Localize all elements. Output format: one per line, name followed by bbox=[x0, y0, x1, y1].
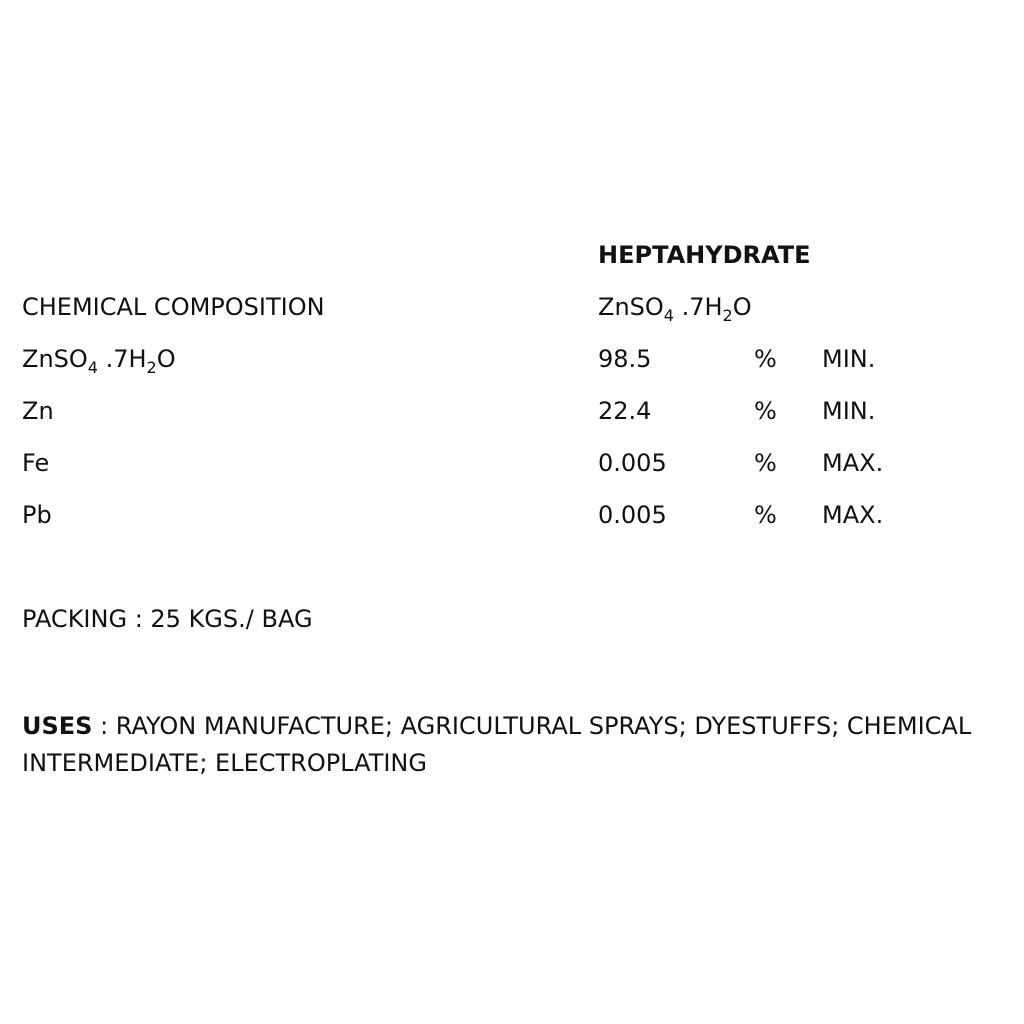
uses-paragraph bbox=[22, 708, 1017, 782]
uses-separator: : bbox=[92, 712, 116, 740]
row-unit: % bbox=[754, 345, 777, 373]
row-unit: % bbox=[754, 501, 777, 529]
row-name-pb: Pb bbox=[22, 501, 52, 529]
row-limit: MIN. bbox=[822, 397, 876, 425]
row-limit: MIN. bbox=[822, 345, 876, 373]
packing-info: PACKING : 25 KGS./ BAG bbox=[22, 605, 313, 633]
row-name-znso4: ZnSO$_4$ $.7H_2O$ bbox=[22, 345, 176, 377]
composition-formula: ZnSO$_4$ $.7H_2O$ bbox=[598, 293, 752, 325]
grade-heading: HEPTAHYDRATE bbox=[598, 241, 811, 269]
row-limit: MAX. bbox=[822, 449, 884, 477]
row-value: 0.005 bbox=[598, 501, 667, 529]
row-value: 98.5 bbox=[598, 345, 652, 373]
row-limit: MAX. bbox=[822, 501, 884, 529]
row-name-fe: Fe bbox=[22, 449, 50, 477]
row-unit: % bbox=[754, 397, 777, 425]
row-value: 22.4 bbox=[598, 397, 652, 425]
row-unit: % bbox=[754, 449, 777, 477]
row-name-zn: Zn bbox=[22, 397, 54, 425]
row-value: 0.005 bbox=[598, 449, 667, 477]
composition-label: CHEMICAL COMPOSITION bbox=[22, 293, 325, 321]
uses-text: RAYON MANUFACTURE; AGRICULTURAL SPRAYS; DYESTUFFS; CHEMICAL INTERMEDIATE; ELECTROPLATING bbox=[22, 712, 972, 777]
uses-label: USES bbox=[22, 712, 93, 740]
